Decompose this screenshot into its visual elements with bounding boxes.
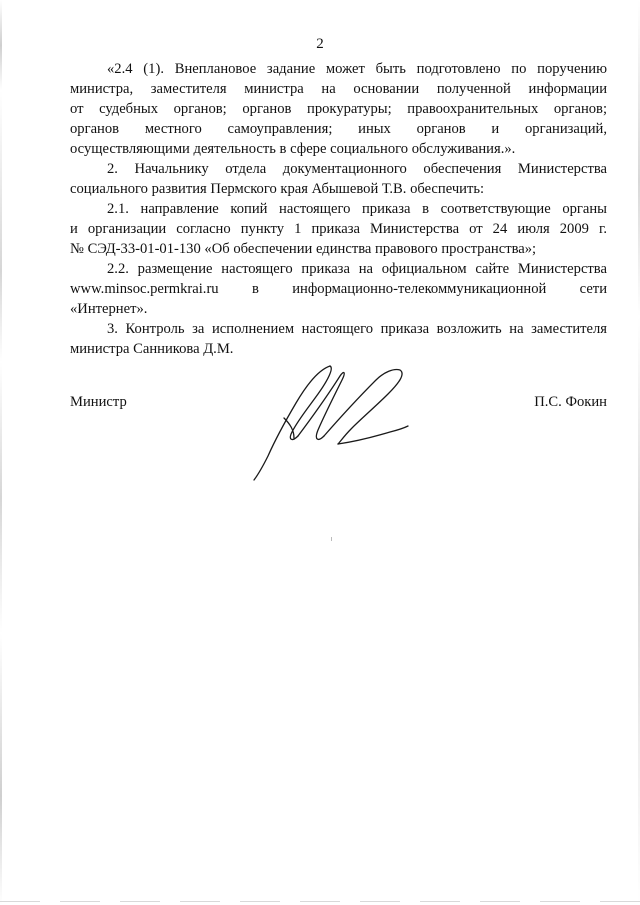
scan-speck xyxy=(331,537,332,541)
document-body xyxy=(70,59,607,359)
signatory-title: Министр xyxy=(70,394,127,410)
paragraph-item-2-1 xyxy=(70,199,607,259)
signatory-name: П.С. Фокин xyxy=(534,394,607,410)
text-line: социального развития Пермского края Абышевой Т.В. обеспечить: xyxy=(70,181,485,197)
paragraph-item-2-2 xyxy=(70,259,607,319)
text-line: министра Санникова Д.М. xyxy=(70,341,234,357)
scan-left-edge xyxy=(0,0,2,905)
text-line: от судебных органов; органов прокуратуры; правоохранительных органов; xyxy=(70,101,607,117)
paragraph-item-3 xyxy=(70,319,607,359)
text-line: 3. Контроль за исполнением настоящего приказа возложить на заместителя xyxy=(107,321,607,337)
paragraph-internal-task xyxy=(70,59,607,159)
text-line: www.minsoc.permkrai.ru в информационно-телекоммуникационной сети xyxy=(70,281,607,297)
text-line: № СЭД-33-01-01-130 «Об обеспечении единства правового пространства»; xyxy=(70,241,537,257)
page-number: 2 xyxy=(316,36,324,52)
text-line: 2.1. направление копий настоящего приказа в соответствующие органы xyxy=(107,201,607,217)
text-line: и организации согласно пункту 1 приказа Министерства от 24 июля 2009 г. xyxy=(70,221,607,237)
text-line: 2. Начальнику отдела документационного обеспечения Министерства xyxy=(107,161,607,177)
handwritten-signature xyxy=(248,358,418,488)
text-line: «Интернет». xyxy=(70,301,148,317)
text-line: осуществляющими деятельность в сфере социального обслуживания.». xyxy=(70,141,516,157)
text-line: «2.4 (1). Внеплановое задание может быть подготовлено по поручению xyxy=(107,61,607,77)
text-line: 2.2. размещение настоящего приказа на официальном сайте Министерства xyxy=(107,261,607,277)
paragraph-item-2 xyxy=(70,159,607,199)
text-line: органов местного самоуправления; иных органов и организаций, xyxy=(70,121,607,137)
text-line: министра, заместителя министра на основании полученной информации xyxy=(70,81,607,97)
scan-bottom-edge xyxy=(0,901,640,902)
